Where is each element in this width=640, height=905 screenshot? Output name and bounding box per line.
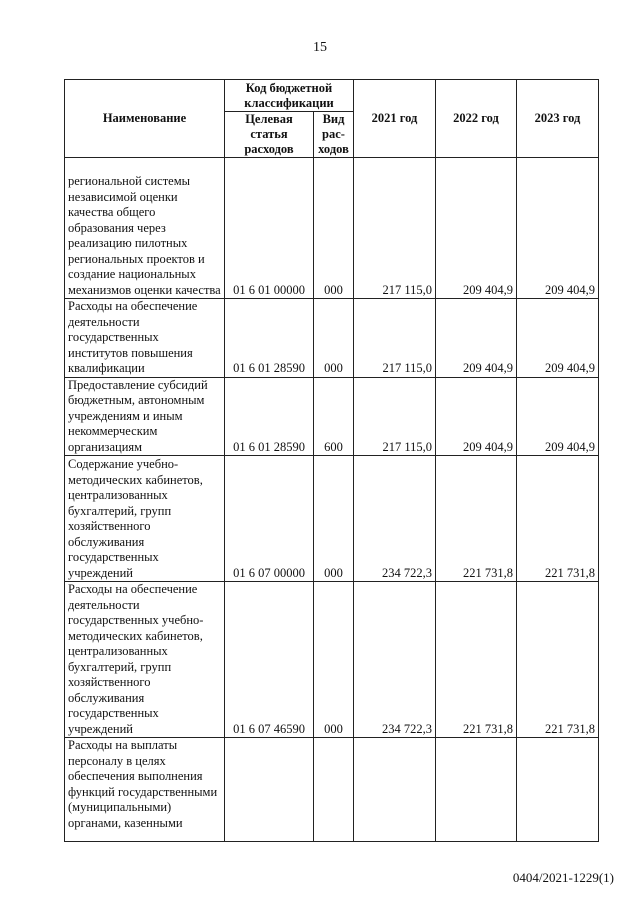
header-target: Целевая статья расходов xyxy=(225,112,314,158)
row-2021 xyxy=(354,738,436,842)
page-number: 15 xyxy=(313,40,327,55)
header-name: Наименование xyxy=(65,80,225,158)
row-2023: 209 404,9 xyxy=(517,158,599,299)
row-code: 01 6 01 28590 xyxy=(225,377,314,456)
row-code xyxy=(225,738,314,842)
row-2023: 221 731,8 xyxy=(517,456,599,582)
row-vid: 000 xyxy=(314,158,354,299)
row-2022: 209 404,9 xyxy=(436,299,517,378)
table-row xyxy=(65,738,599,842)
row-code: 01 6 07 00000 xyxy=(225,456,314,582)
row-code: 01 6 01 28590 xyxy=(225,299,314,378)
budget-table xyxy=(64,79,599,842)
row-name: Расходы на обеспечение деятельности государственных институтов повышения квалификации xyxy=(65,299,225,378)
row-2021: 217 115,0 xyxy=(354,299,436,378)
row-name: Расходы на выплаты персоналу в целях обеспечения выполнения функций государственными (муниципальными) органами, казенными xyxy=(65,738,225,842)
header-2021: 2021 год xyxy=(354,80,436,158)
row-2021: 217 115,0 xyxy=(354,377,436,456)
table-row xyxy=(65,158,599,299)
row-name: Расходы на обеспечение деятельности государственных учебно-методических кабинетов, централизованных бухгалтерий, групп хозяйственного обслуживания государственных учреждений xyxy=(65,582,225,738)
row-2022: 209 404,9 xyxy=(436,377,517,456)
document-code: 0404/2021-1229(1) xyxy=(512,870,614,885)
table-row xyxy=(65,377,599,456)
row-2022: 221 731,8 xyxy=(436,456,517,582)
row-2023 xyxy=(517,738,599,842)
row-vid xyxy=(314,738,354,842)
table-row xyxy=(65,299,599,378)
header-vid: Вид рас-ходов xyxy=(314,112,354,158)
row-vid: 000 xyxy=(314,456,354,582)
table-row xyxy=(65,582,599,738)
row-name: региональной системы независимой оценки качества общего образования через реализацию пилотных региональных проектов и создание национальных механизмов оценки качества xyxy=(65,158,225,299)
row-2022: 209 404,9 xyxy=(436,158,517,299)
row-vid: 600 xyxy=(314,377,354,456)
row-name: Содержание учебно-методических кабинетов, централизованных бухгалтерий, групп хозяйственного обслуживания государственных учреждений xyxy=(65,456,225,582)
row-2021: 234 722,3 xyxy=(354,456,436,582)
row-2023: 221 731,8 xyxy=(517,582,599,738)
header-kbk: Код бюджетной классификации xyxy=(225,80,354,112)
row-2023: 209 404,9 xyxy=(517,377,599,456)
table-row xyxy=(65,456,599,582)
header-2023: 2023 год xyxy=(517,80,599,158)
row-2022: 221 731,8 xyxy=(436,582,517,738)
row-2021: 234 722,3 xyxy=(354,582,436,738)
row-name: Предоставление субсидий бюджетным, автономным учреждениям и иным некоммерческим организациям xyxy=(65,377,225,456)
row-vid: 000 xyxy=(314,299,354,378)
row-2021: 217 115,0 xyxy=(354,158,436,299)
row-2023: 209 404,9 xyxy=(517,299,599,378)
row-code: 01 6 01 00000 xyxy=(225,158,314,299)
row-code: 01 6 07 46590 xyxy=(225,582,314,738)
row-2022 xyxy=(436,738,517,842)
row-vid: 000 xyxy=(314,582,354,738)
header-2022: 2022 год xyxy=(436,80,517,158)
